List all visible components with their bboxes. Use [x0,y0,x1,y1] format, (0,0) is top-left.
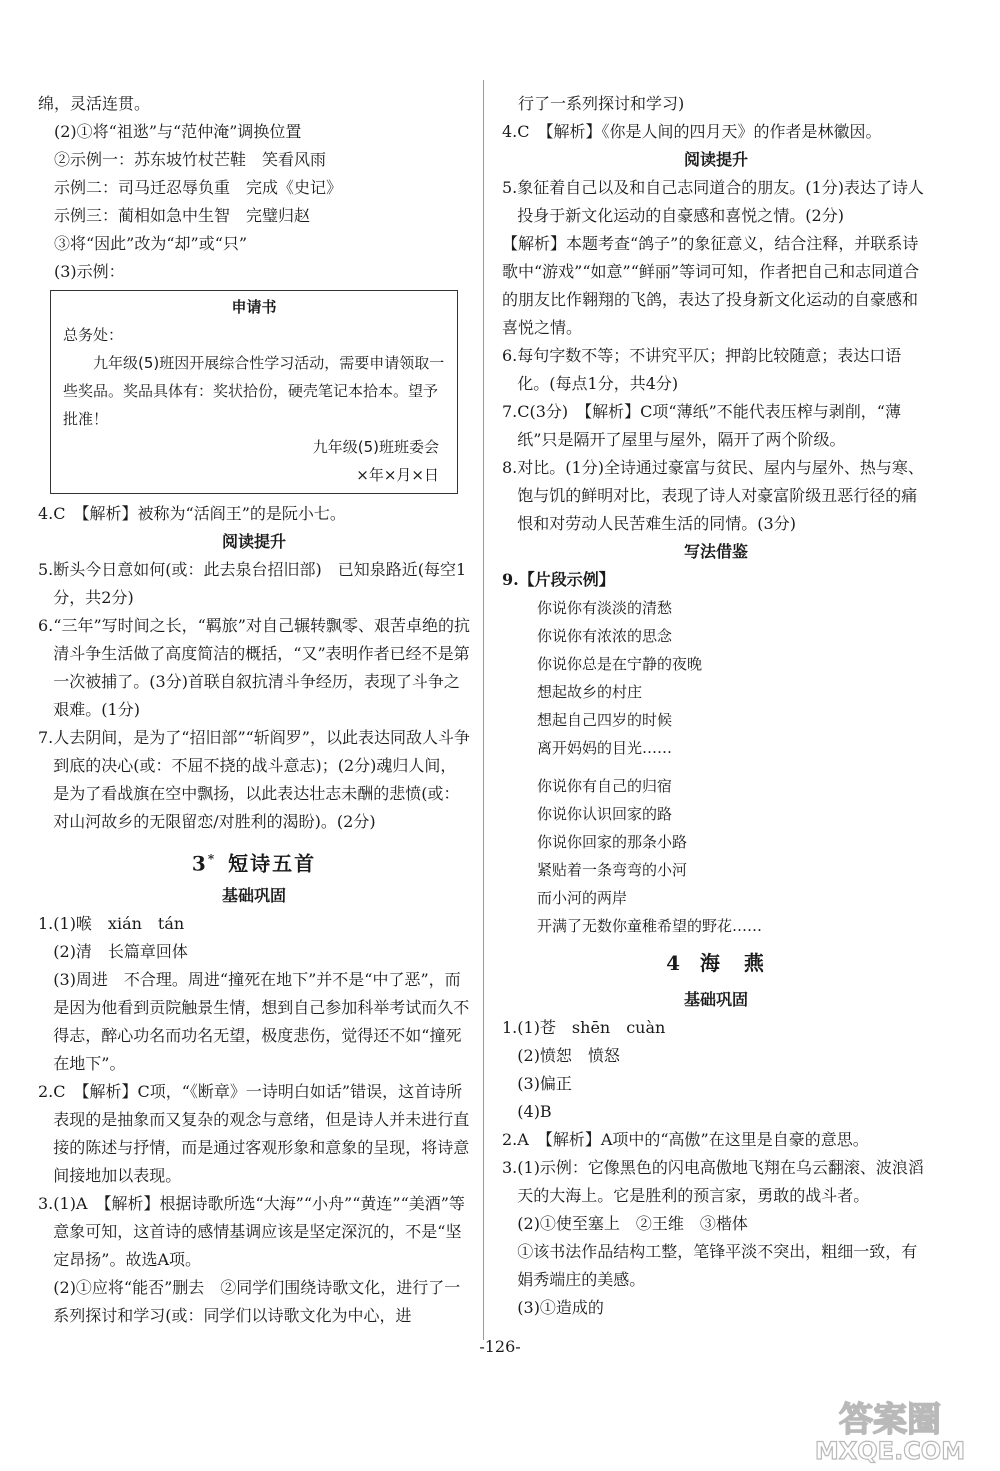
question-5 [502,174,930,230]
question-4 [502,118,930,146]
question-answer: A 【解析】A项中的“高傲”在这里是自豪的意思。 [517,1130,869,1149]
poem-line: 你说你有自己的归宿 [537,777,673,795]
chapter-heading-3 [38,836,470,882]
answer-line: ②示例一：苏东坡竹杖芒鞋 笑看风雨 [54,150,327,169]
poem-line: 你说你认识回家的路 [537,805,673,823]
question-answer [517,1154,930,1322]
answer-line: 示例三：蔺相如急中生智 完璧归赵 [54,206,311,225]
question-6 [38,612,470,724]
question-answer: C 【解析】C项，“《断章》一诗明白如话”错误，这首诗所表现的是抽象而又复杂的观念与意绪，但是诗人并未进行直接的陈述与抒情，而是通过客观形象和意象的呈现，将诗意间接地加以表现。 [53,1082,470,1185]
poem-line: 开满了无数你童稚希望的野花…… [537,917,763,935]
sub-answer: (4)B [517,1102,552,1121]
sub-answer: (2)①使至塞上 ②王维 ③楷体 [517,1214,748,1233]
question-number: 5. [502,178,518,197]
poem-line: 你说你总是在宁静的夜晚 [537,655,703,673]
question-5 [38,556,470,612]
page-number: -126- [479,1337,521,1356]
poem-line: 离开妈妈的目光…… [537,739,673,757]
letter-signer: 九年级(5)班班委会 [312,438,439,456]
question-answer: 每句字数不等；不讲究平仄；押韵比较随意；表达口语化。(每点1分，共4分) [517,346,902,393]
section-heading-reading: 阅读提升 [221,532,286,551]
sub-answer: ①该书法作品结构工整，笔锋平淡不突出，粗细一致，有娟秀端庄的美感。 [517,1242,918,1289]
question-number: 6. [38,616,54,635]
question-number: 3. [38,1194,54,1213]
question-answer: 人去阴间，是为了“招旧部”“斩阎罗”，以此表达同敌人斗争到底的决心(或：不屈不挠的战斗意志)；(2分)魂归人间，是为了看战旗在空中飘扬，以此表达壮志未酬的悲愤(或：对山河故乡的无限留恋/对胜利的渴盼)。(2分) [53,728,470,831]
poem-stanza-1 [502,594,930,762]
sub-answer: (2)清 长篇章回体 [53,942,188,961]
question-answer: C(3分) 【解析】C项“薄纸”不能代表压榨与剥削，“薄纸”只是隔开了屋里与屋外，隔开了两个阶级。 [517,402,901,449]
poem-line: 你说你回家的那条小路 [537,833,688,851]
poem-line: 想起自己四岁的时候 [537,711,673,729]
question-7 [502,398,930,454]
chapter-heading-4 [502,940,930,986]
question-number: 1. [38,914,54,933]
letter-title: 申请书 [231,298,277,316]
question-answer: “三年”写时间之长，“羁旅”对自己辗转飘零、艰苦卓绝的抗清斗争生活做了高度简洁的概括，“又”表明作者已经不是第一次被捕了。(3分)首联自叙抗清斗争经历，表现了斗争之艰难。(1分) [53,616,470,719]
letter-salutation: 总务处： [63,326,124,344]
question-9-label: 9.【片段示例】 [502,570,615,589]
watermark-site-text: MXQE.COM [814,1437,966,1465]
watermark-logo-text: 答案圈 [839,1400,941,1440]
answer-line: 绵，灵活连贯。 [38,94,151,113]
question-number: 5. [38,560,54,579]
poem-line: 紧贴着一条弯弯的小河 [537,861,688,879]
poem-line: 而小河的两岸 [537,889,628,907]
question-number: 7. [38,728,54,747]
question-number: 6. [502,346,518,365]
sub-answer: (3)偏正 [517,1074,572,1093]
question-answer: C 【解析】被称为“活阎王”的是阮小七。 [53,504,346,523]
chapter-number: 3 [191,851,208,876]
sub-answer: (1)示例：它像黑色的闪电高傲地飞翔在乌云翻滚、波浪滔天的大海上。它是胜利的预言家，勇敢的战斗者。 [517,1158,924,1205]
answer-text: 象征着自己以及和自己志同道合的朋友。(1分)表达了诗人投身于新文化运动的自豪感和喜悦之情。(2分) [517,178,924,225]
question-3 [502,1154,930,1322]
sub-answer: (1)喉 xián tán [53,914,185,933]
question-answer [53,910,470,1078]
question-1 [38,910,470,1078]
answer-line: (3)示例： [54,262,125,281]
answer-line: (2)①将“祖逖”与“范仲淹”调换位置 [54,122,302,141]
poem-line: 想起故乡的村庄 [537,683,643,701]
poem-stanza-2 [502,772,930,940]
question-8 [502,454,930,538]
poem-line: 你说你有浓浓的思念 [537,627,673,645]
sub-answer: (2)①应将“能否”删去 ②同学们围绕诗歌文化，进行了一系列探讨和学习(或：同学们以诗歌文化为中心，进 [53,1278,461,1325]
question-answer: C 【解析】《你是人间的四月天》的作者是林徽因。 [517,122,882,141]
watermark-logo [790,1395,990,1465]
application-letter-box [50,290,458,494]
question-number: 4. [38,504,54,523]
section-heading-basic: 基础巩固 [683,990,748,1009]
column-divider [483,80,484,1340]
question-number: 7. [502,402,518,421]
question-answer [517,1014,930,1126]
poem-line: 你说你有淡淡的清愁 [537,599,673,617]
section-heading-basic: 基础巩固 [221,886,286,905]
sub-answer: (2)愤恕 愤怒 [517,1046,620,1065]
letter-date: ×年×月×日 [356,466,439,484]
sub-answer: (3)周进 不合理。周进“撞死在地下”并不是“中了恶”，而是因为他看到贡院触景生情，想到自己参加科举考试而久不得志，醉心功名而功名无望，极度悲伤，觉得还不如“撞死在地下”。 [53,970,470,1073]
question-answer: 对比。(1分)全诗通过豪富与贫民、屋内与屋外、热与寒、饱与饥的鲜明对比，表现了诗人对豪富阶级丑恶行径的痛恨和对劳动人民苦难生活的同情。(3分) [517,458,924,533]
question-2 [502,1126,930,1154]
chapter-number: 4 [666,951,682,975]
section-heading-writing: 写法借鉴 [683,542,748,561]
question-2 [38,1078,470,1190]
question-number: 8. [502,458,518,477]
answer-line: 示例二：司马迁忍辱负重 完成《史记》 [54,178,343,197]
question-6 [502,342,930,398]
question-number: 2. [502,1130,518,1149]
answer-line: ③将“因此”改为“却”或“只” [54,234,248,253]
chapter-star-mark: * [207,852,217,866]
question-number: 1. [502,1018,518,1037]
question-number: 3. [502,1158,518,1177]
question-3 [38,1190,470,1330]
question-4 [38,500,470,528]
section-heading-reading: 阅读提升 [683,150,748,169]
left-column [38,90,470,1330]
sub-answer: (3)①造成的 [517,1298,604,1317]
question-answer: 断头今日意如何(或：此去泉台招旧部) 已知泉路近(每空1分，共2分) [53,560,467,607]
question-number: 4. [502,122,518,141]
question-answer [517,174,930,230]
letter-body: 九年级(5)班因开展综合性学习活动，需要申请领取一些奖品。奖品具体有：奖状拾份，硬壳笔记本拾本。望予批准！ [63,354,445,428]
question-7 [38,724,470,836]
chapter-title: 海 燕 [699,951,766,975]
analysis-note: 【解析】本题考查“鸽子”的象征意义，结合注释，并联系诗歌中“游戏”“如意”“鲜丽”等词可知，作者把自己和志同道合的朋友比作翱翔的飞鸽，表达了投身新文化运动的自豪感和喜悦之情。 [502,234,920,337]
right-column [502,90,930,1322]
answer-line: 行了一系列探讨和学习) [518,94,685,113]
stanza-gap [502,762,930,772]
question-number: 2. [38,1082,54,1101]
question-1 [502,1014,930,1126]
sub-answer: (1)A 【解析】根据诗歌所选“大海”“小舟”“黄连”“美酒”等意象可知，这首诗的感情基调应该是坚定深沉的，不是“坚定昂扬”。故选A项。 [53,1194,465,1269]
question-answer [53,1190,470,1330]
chapter-title: 短诗五首 [228,851,317,876]
sub-answer: (1)苍 shēn cuàn [517,1018,666,1037]
